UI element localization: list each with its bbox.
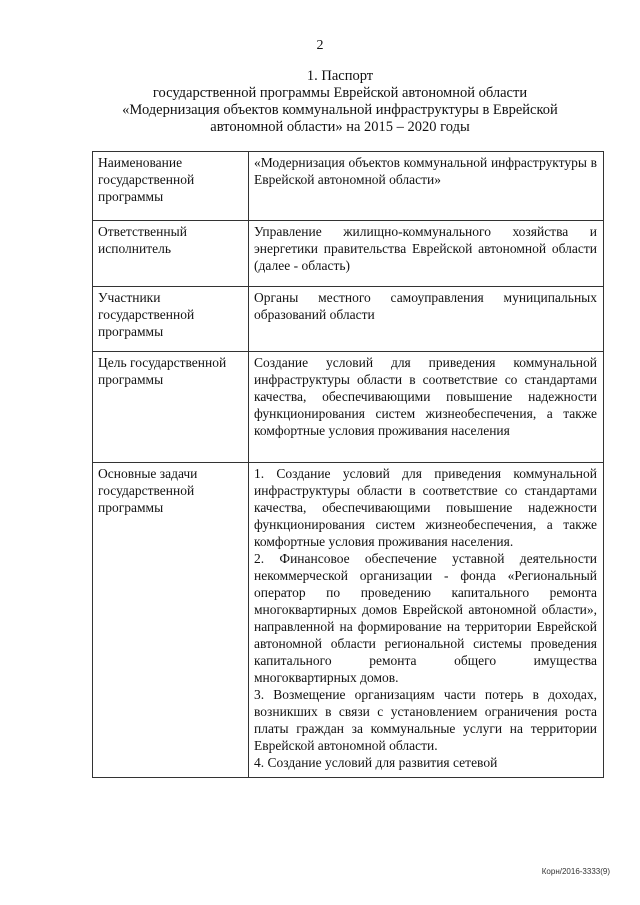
table-row [93, 287, 604, 352]
document-title [70, 68, 610, 136]
row-content: «Модернизация объектов коммунальной инфраструктуры в Еврейской автономной области» [249, 152, 604, 221]
row-label: Ответственный исполнитель [93, 221, 249, 287]
table-row [93, 221, 604, 287]
row-content [249, 463, 604, 778]
task-item: 3. Возмещение организациям части потерь в доходах, возникших в связи с установлением ограничения роста платы граждан за коммунальные услуги на территории Еврейской автономной области. [254, 687, 597, 753]
title-line-4: автономной области» на 2015 – 2020 годы [210, 119, 470, 135]
title-line-3: «Модернизация объектов коммунальной инфраструктуры в Еврейской [122, 102, 558, 118]
row-content: Управление жилищно-коммунального хозяйства и энергетики правительства Еврейской автономной области (далее - область) [249, 221, 604, 287]
passport-table [92, 151, 604, 778]
row-content: Создание условий для приведения коммунальной инфраструктуры области в соответствие со стандартами качества, обеспечивающими повышение надежности функционирования систем жизнеобеспечения, а также комфортные условия проживания населения [249, 352, 604, 463]
title-line-2: государственной программы Еврейской автономной области [152, 85, 528, 101]
table-row [93, 352, 604, 463]
table-row [93, 463, 604, 778]
row-label: Участники государственной программы [93, 287, 249, 352]
page-number: 2 [316, 38, 324, 53]
row-label: Цель государственной программы [93, 352, 249, 463]
row-label: Основные задачи государственной программы [93, 463, 249, 778]
row-content: Органы местного самоуправления муниципальных образований области [249, 287, 604, 352]
document-code: Корн/2016-3333(9) [541, 867, 610, 876]
table-row [93, 152, 604, 221]
task-item: 4. Создание условий для развития сетевой [254, 755, 498, 770]
row-label: Наименование государственной программы [93, 152, 249, 221]
task-item: 2. Финансовое обеспечение уставной деятельности некоммерческой организации - фонда «Региональный оператор по проведению капитального ремонта многоквартирных домов Еврейской автономной области», направленной на формирование на территории Еврейской автономной области региональной системы проведения капитального ремонта общего имущества многоквартирных домов. [254, 551, 597, 685]
task-item: 1. Создание условий для приведения коммунальной инфраструктуры области в соответствие со стандартами качества, обеспечивающими повышение надежности функционирования систем жизнеобеспечения, а также комфортные условия проживания населения. [254, 466, 597, 549]
title-line-1: 1. Паспорт [306, 68, 374, 84]
